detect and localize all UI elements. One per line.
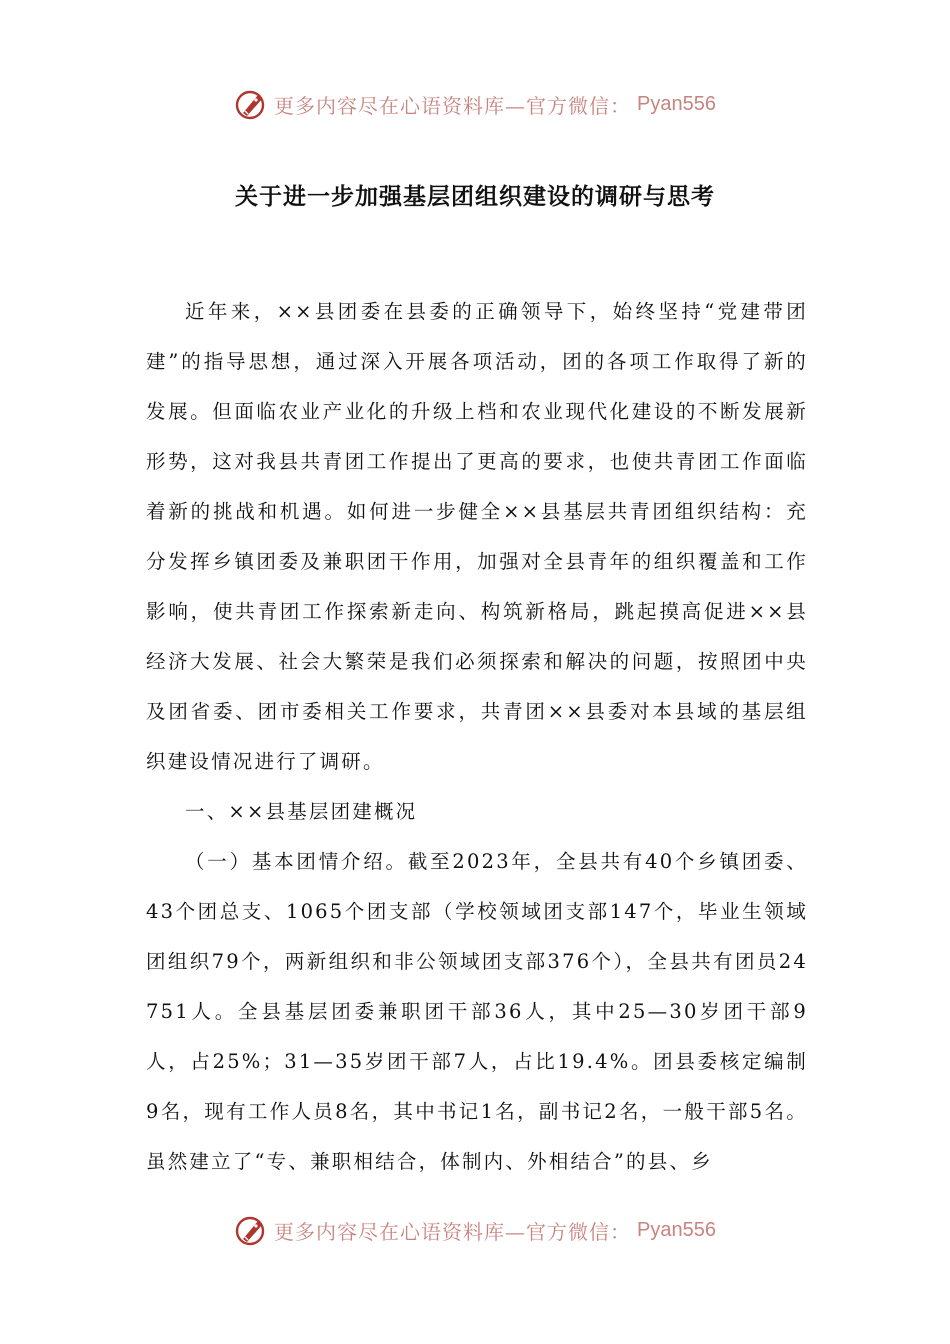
pen-nib-circle-icon xyxy=(234,87,268,121)
intro-paragraph: 近年来，××县团委在县委的正确领导下，始终坚持“党建带团建”的指导思想，通过深入开展各项活动，团的各项工作取得了新的发展。但面临农业产业化的升级上档和农业现代化建设的不断发展新形势，这对我县共青团工作提出了更高的要求，也使共青团工作面临着新的挑战和机遇。如何进一步健全××县基层共青团组织结构：充分发挥乡镇团委及兼职团干作用，加强对全县青年的组织覆盖和工作影响，使共青团工作探索新走向、构筑新格局，跳起摸高促进××县经济大发展、社会大繁荣是我们必须探索和解决的问题，按照团中央及团省委、团市委相关工作要求，共青团××县委对本县域的基层组织建设情况进行了调研。 xyxy=(146,300,808,773)
section-paragraph: （一）基本团情介绍。截至2023年，全县共有40个乡镇团委、43个团总支、1065个团支部（学校领域团支部147个，毕业生领域团组织79个，两新组织和非公领域团支部376个），全县共有团员24751人。全县基层团委兼职团干部36人，其中25—30岁团干部9人，占25%；31—35岁团干部7人，占比19.4%。团县委核定编制9名，现有工作人员8名，其中书记1名，副书记2名，一般干部5名。虽然建立了“专、兼职相结合，体制内、外相结合”的县、乡 xyxy=(146,850,808,1173)
footer-watermark xyxy=(0,1210,950,1250)
watermark-text: 更多内容尽在心语资料库—官方微信： xyxy=(274,1219,632,1244)
document-title: 关于进一步加强基层团组织建设的调研与思考 xyxy=(235,184,715,210)
watermark-text: 更多内容尽在心语资料库—官方微信： xyxy=(274,93,632,118)
section-heading: 一、××县基层团建概况 xyxy=(185,800,418,823)
watermark-wechat-id: Pyan556 xyxy=(637,92,716,115)
watermark-wechat-id: Pyan556 xyxy=(637,1218,716,1241)
document-body xyxy=(146,287,808,1187)
pen-nib-circle-icon xyxy=(234,1213,268,1247)
header-watermark xyxy=(0,84,950,124)
